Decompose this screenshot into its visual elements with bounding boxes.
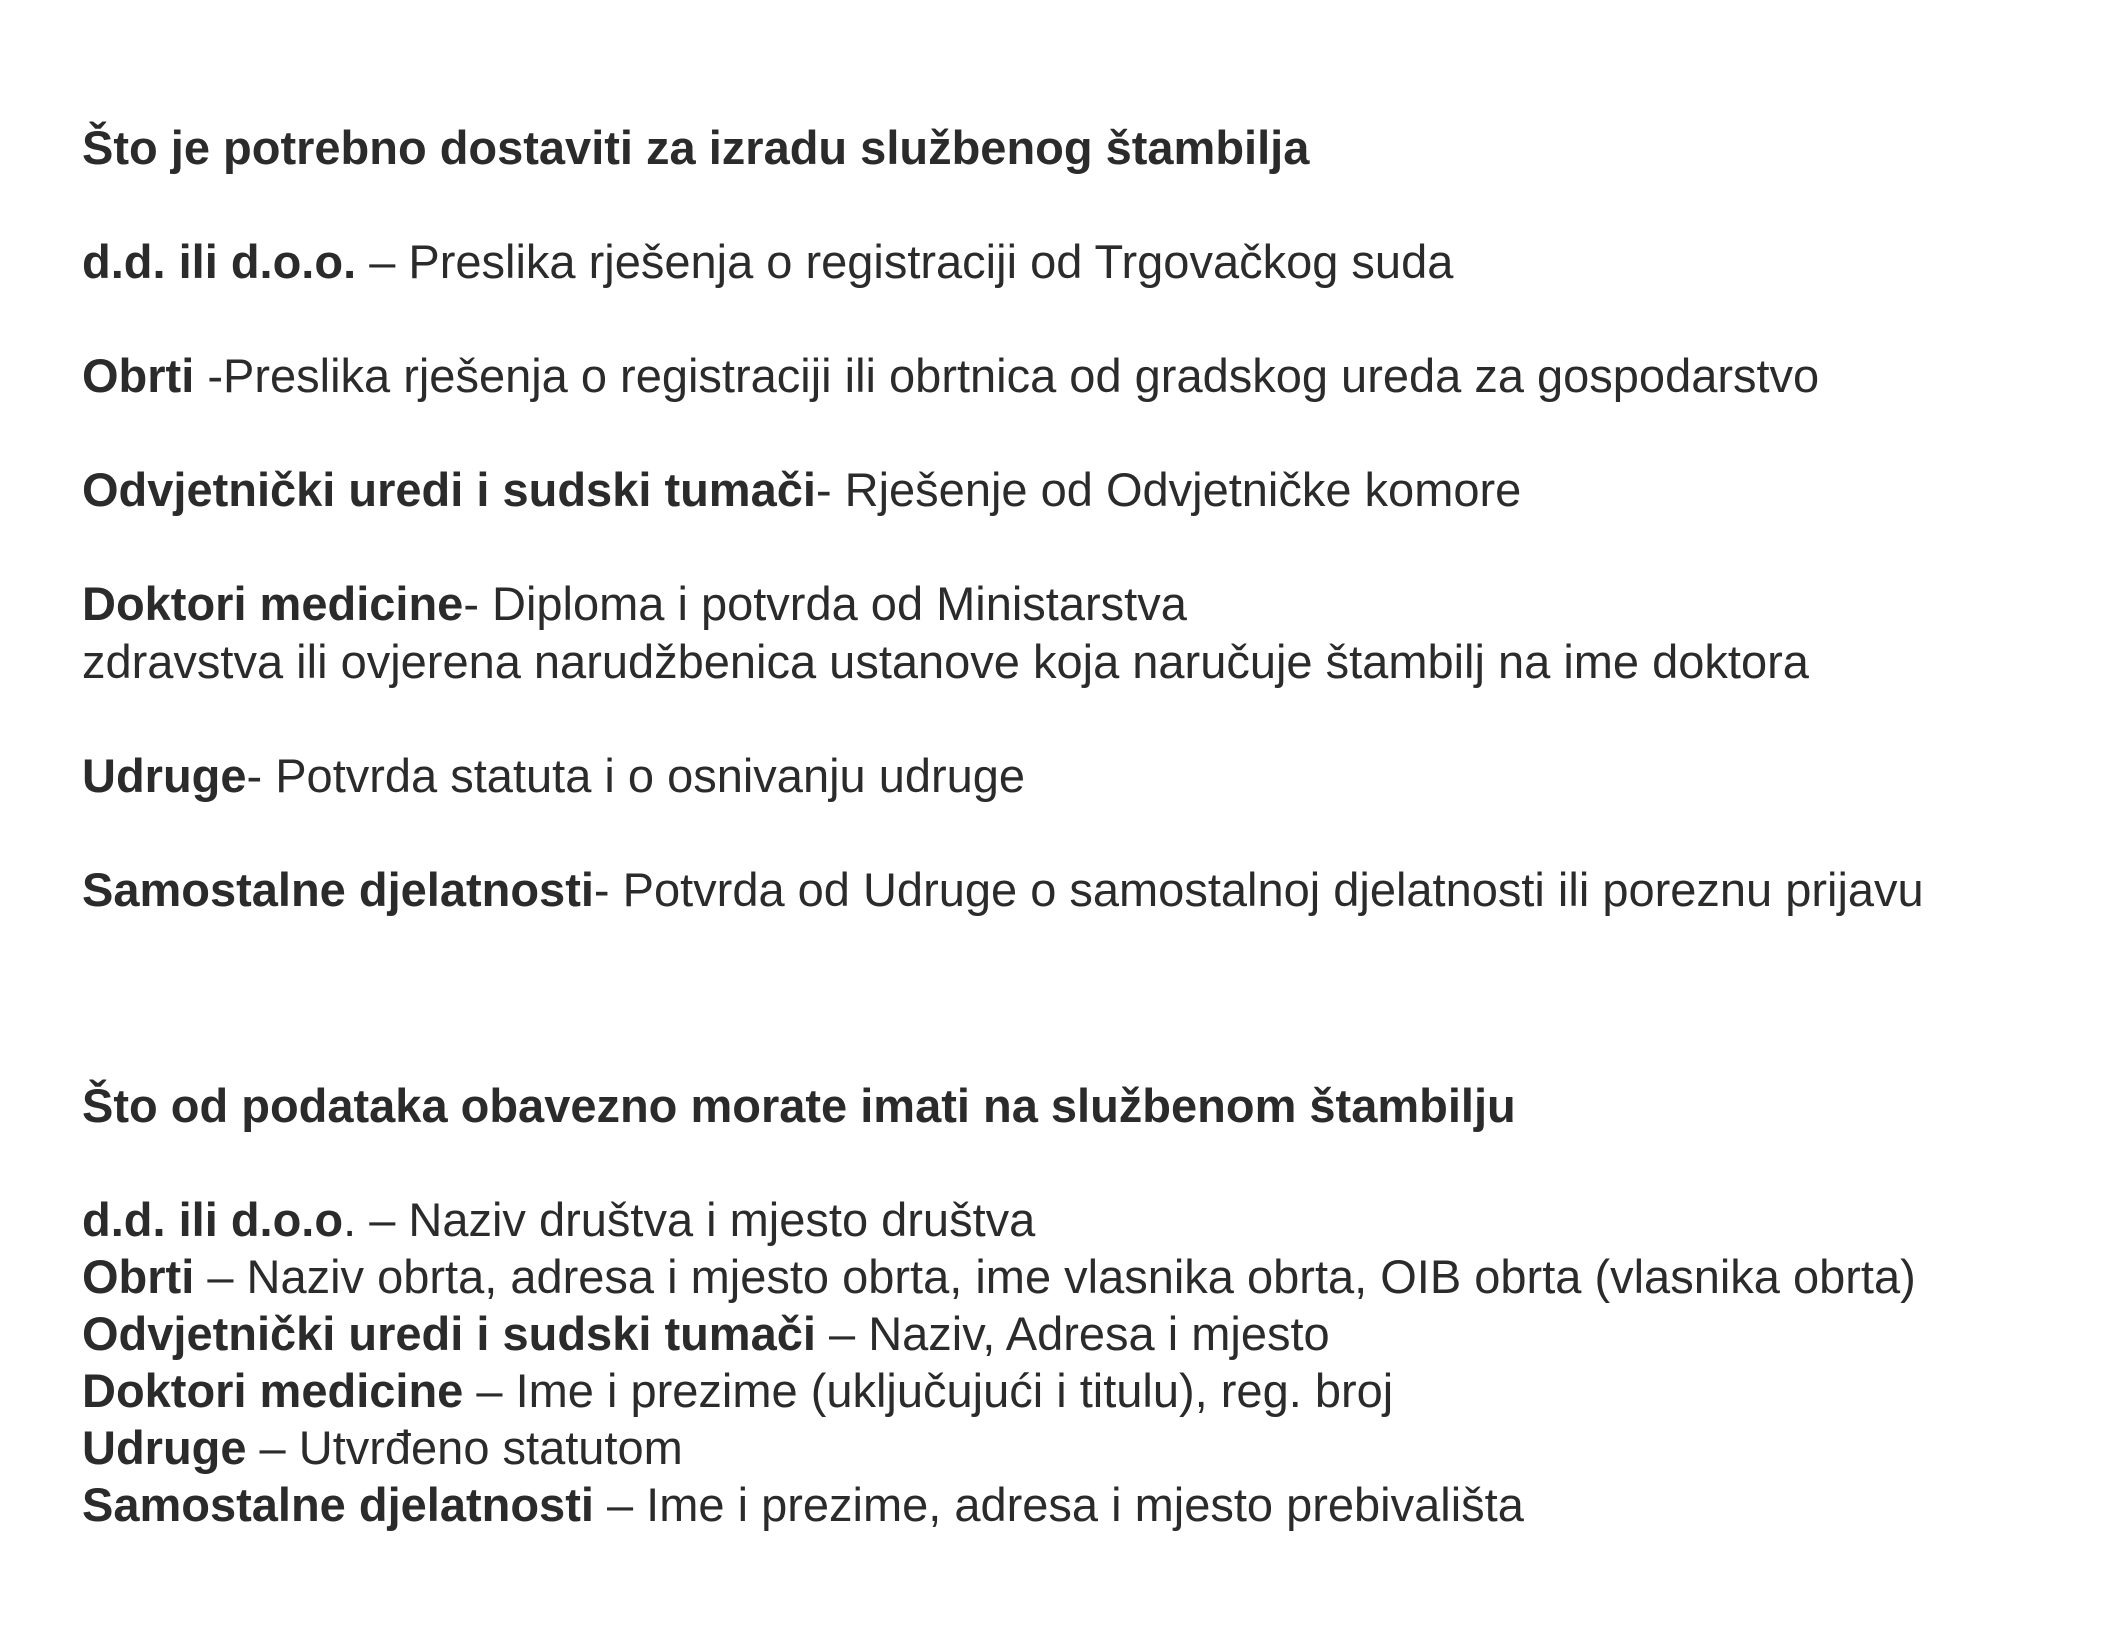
data-line-odvjetnicki — [82, 1306, 1330, 1362]
data-line-samostalne — [82, 1477, 1524, 1533]
section1-heading: Što je potrebno dostaviti za izradu službenog štambilja — [82, 121, 1310, 174]
requirement-line-doktori-continuation: zdravstva ili ovjerena narudžbenica ustanove koja naručuje štambilj na ime doktora — [82, 635, 1809, 688]
data-label: Doktori medicine — [82, 1364, 464, 1417]
data-text: – Utvrđeno statutom — [246, 1421, 683, 1474]
data-line-udruge — [82, 1420, 683, 1476]
data-text: – Naziv obrta, adresa i mjesto obrta, ime vlasnika obrta, OIB obrta (vlasnika obrta) — [194, 1250, 1916, 1303]
requirement-text: - Potvrda statuta i o osnivanju udruge — [246, 749, 1026, 802]
requirement-label: d.d. ili d.o.o. — [82, 235, 357, 288]
data-label: Samostalne djelatnosti — [82, 1478, 594, 1531]
data-label: d.d. ili d.o.o — [82, 1193, 344, 1246]
requirement-text: -Preslika rješenja o registraciji ili obrtnica od gradskog ureda za gospodarstvo — [194, 349, 1820, 402]
requirement-text: - Rješenje od Odvjetničke komore — [815, 463, 1522, 516]
data-text: – Ime i prezime (uključujući i titulu), reg. broj — [463, 1364, 1394, 1417]
requirement-label: Samostalne djelatnosti — [82, 863, 594, 916]
data-line-obrti — [82, 1249, 1916, 1305]
requirement-text: - Potvrda od Udruge o samostalnoj djelatnosti ili poreznu prijavu — [593, 863, 1924, 916]
requirement-label: Doktori medicine — [82, 577, 464, 630]
requirement-label: Odvjetnički uredi i sudski tumači — [82, 463, 816, 516]
requirement-text: – Preslika rješenja o registraciji od Trgovačkog suda — [356, 235, 1454, 288]
requirement-label: Obrti — [82, 349, 195, 402]
requirement-line-udruge — [82, 748, 1025, 804]
data-text: – Ime i prezime, adresa i mjesto prebivališta — [593, 1478, 1524, 1531]
data-line-dd-doo — [82, 1192, 1035, 1248]
requirement-line-samostalne — [82, 862, 1924, 918]
data-label: Udruge — [82, 1421, 247, 1474]
data-text: – Naziv, Adresa i mjesto — [815, 1307, 1330, 1360]
data-label: Odvjetnički uredi i sudski tumači — [82, 1307, 816, 1360]
requirement-text: - Diploma i potvrda od Ministarstva — [463, 577, 1187, 630]
requirement-label: Udruge — [82, 749, 247, 802]
data-label: Obrti — [82, 1250, 195, 1303]
requirement-line-odvjetnicki — [82, 462, 1521, 518]
requirement-line-dd-doo — [82, 234, 1453, 290]
requirement-line-doktori — [82, 576, 1187, 632]
section2-heading: Što od podataka obavezno morate imati na službenom štambilju — [82, 1079, 1516, 1132]
data-text: . – Naziv društva i mjesto društva — [343, 1193, 1036, 1246]
data-line-doktori — [82, 1363, 1393, 1419]
requirement-line-obrti — [82, 348, 1819, 404]
